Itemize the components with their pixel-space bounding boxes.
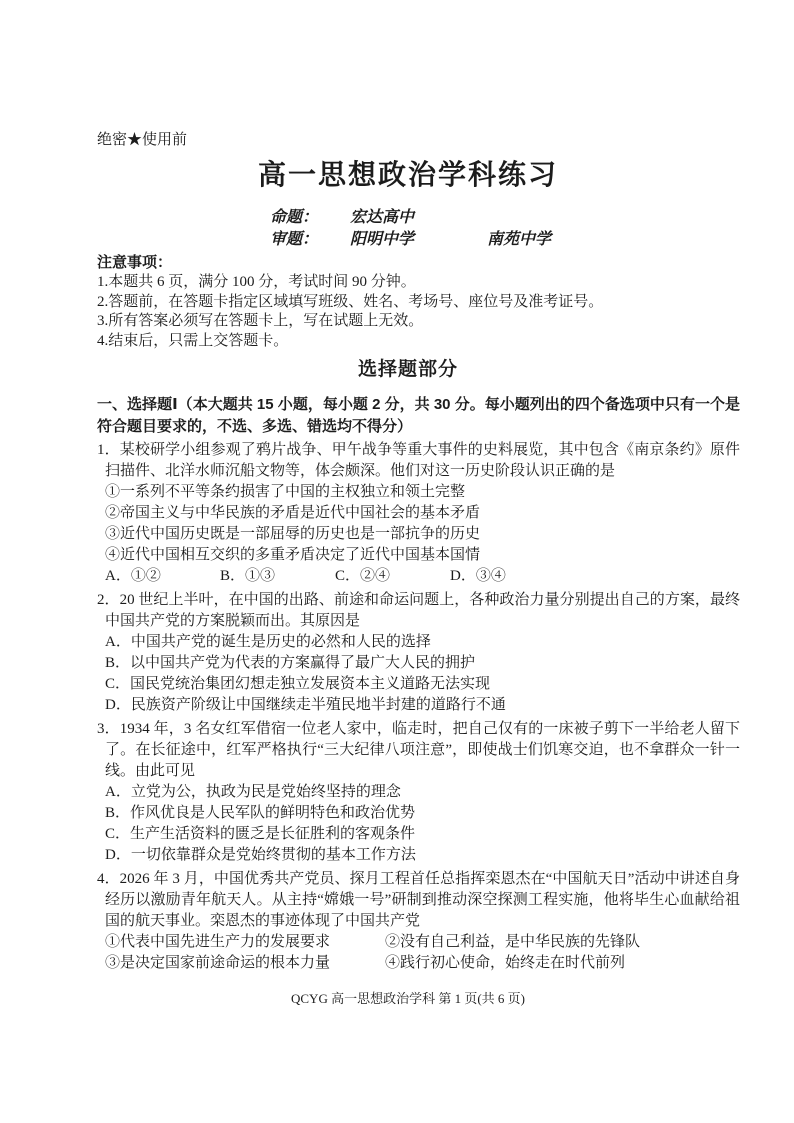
setter-school: 宏达高中: [350, 209, 415, 226]
question-1-choice-c: C．②④: [335, 568, 391, 584]
exam-meta: [270, 207, 740, 251]
question-2-option-d: D．民族资产阶级让中国继续走半殖民地半封建的道路行不通: [105, 697, 506, 713]
question-4-item-2: ②没有自己利益，是中华民族的先锋队: [385, 934, 641, 950]
page-title: 高一思想政治学科练习: [257, 159, 558, 190]
question-3-option-d: D．一切依靠群众是党始终贯彻的基本工作方法: [105, 847, 416, 863]
question-4-items-row-2: [105, 953, 740, 974]
question-2-option-b: B．以中国共产党为代表的方案赢得了最广大人民的拥护: [105, 655, 476, 671]
question-3-stem-text: 1934 年，3 名女红军借宿一位老人家中，临走时，把自己仅有的一床被子剪下一半给老人留下了。在长征途中，红军严格执行“三大纪律八项注意”，即使战士们饥寒交迫，也不拿群众一针一线。由此可见: [105, 721, 740, 779]
question-4-item-1: ①代表中国先进生产力的发展要求: [105, 934, 331, 950]
question-2-option-a: A．中国共产党的诞生是历史的必然和人民的选择: [105, 634, 431, 650]
question-1-number: 1．: [97, 442, 120, 458]
notice-item-3: 3.所有答案必须写在答题卡上，写在试题上无效。: [97, 313, 424, 329]
reviewer-school-1: 阳明中学: [350, 231, 415, 248]
question-1-choice-d: D．③④: [450, 568, 506, 584]
reviewer-row: [270, 229, 740, 251]
reviewer-label: 审题：: [270, 231, 319, 248]
question-3-stem: [97, 719, 740, 782]
classification-label: 绝密★使用前: [97, 132, 188, 148]
question-1-item-3: ③近代中国历史既是一部屈辱的历史也是一部抗争的历史: [105, 526, 481, 542]
question-3-option-c: C．生产生活资料的匮乏是长征胜利的客观条件: [105, 826, 416, 842]
question-1: [97, 440, 740, 587]
question-1-stem-text: 某校研学小组参观了鸦片战争、甲午战争等重大事件的史料展览，其中包含《南京条约》原件扫描件、北洋水师沉船文物等，体会颇深。他们对这一历史阶段认识正确的是: [105, 442, 740, 479]
question-1-choice-a: A．①②: [105, 568, 161, 584]
setter-label: 命题：: [270, 209, 319, 226]
question-4: [97, 869, 740, 974]
reviewer-school-2: 南苑中学: [487, 231, 552, 248]
question-1-item-4: ④近代中国相互交织的多重矛盾决定了近代中国基本国情: [105, 547, 481, 563]
question-3-option-a: A．立党为公，执政为民是党始终坚持的理念: [105, 784, 401, 800]
setter-row: [270, 207, 740, 229]
question-1-choices: [105, 566, 740, 587]
question-4-item-4: ④践行初心使命，始终走在时代前列: [385, 955, 626, 971]
question-1-choice-b: B．①③: [220, 568, 276, 584]
notice-item-2: 2.答题前，在答题卡指定区域填写班级、姓名、考场号、座位号及准考证号。: [97, 293, 604, 310]
question-2-number: 2．: [97, 592, 120, 608]
question-3: [97, 719, 740, 866]
question-3-option-b: B．作风优良是人民军队的鲜明特色和政治优势: [105, 805, 416, 821]
question-2-stem-text: 20 世纪上半叶，在中国的出路、前途和命运问题上，各种政治力量分别提出自己的方案，最终中国共产党的方案脱颖而出。其原因是: [105, 592, 740, 629]
question-4-number: 4．: [97, 871, 120, 887]
question-2-option-c: C．国民党统治集团幻想走独立发展资本主义道路无法实现: [105, 676, 491, 692]
question-4-items-row-1: [105, 932, 740, 953]
question-4-item-3: ③是决定国家前途命运的根本力量: [105, 955, 331, 971]
question-2: [97, 590, 740, 716]
page-footer: QCYG 高一思想政治学科 第 1 页(共 6 页): [291, 991, 525, 1006]
part1-intro: 一、选择题Ⅰ（本大题共 15 小题，每小题 2 分，共 30 分。每小题列出的四个备选项中只有一个是符合题目要求的，不选、多选、错选均不得分）: [97, 396, 740, 435]
notice-heading: 注意事项：: [97, 254, 173, 271]
question-1-stem: [97, 440, 740, 482]
question-4-stem: [97, 869, 740, 932]
question-2-stem: [97, 590, 740, 632]
question-3-number: 3．: [97, 721, 120, 737]
question-1-item-1: ①一系列不平等条约损害了中国的主权独立和领土完整: [105, 484, 466, 500]
question-1-item-2: ②帝国主义与中华民族的矛盾是近代中国社会的基本矛盾: [105, 505, 481, 521]
notice-item-4: 4.结束后，只需上交答题卡。: [97, 332, 289, 349]
question-4-stem-text: 2026 年 3 月，中国优秀共产党员、探月工程首任总指挥栾恩杰在“中国航天日”活动中讲述自身经历以激励青年航天人。从主持“嫦娥一号”研制到推动深空探测工程实施，他将毕生心血献给祖国的航天事业。栾恩杰的事迹体现了中国共产党: [105, 871, 740, 929]
section-heading: 选择题部分: [357, 359, 458, 380]
notice-item-1: 1.本题共 6 页，满分 100 分，考试时间 90 分钟。: [97, 274, 416, 290]
